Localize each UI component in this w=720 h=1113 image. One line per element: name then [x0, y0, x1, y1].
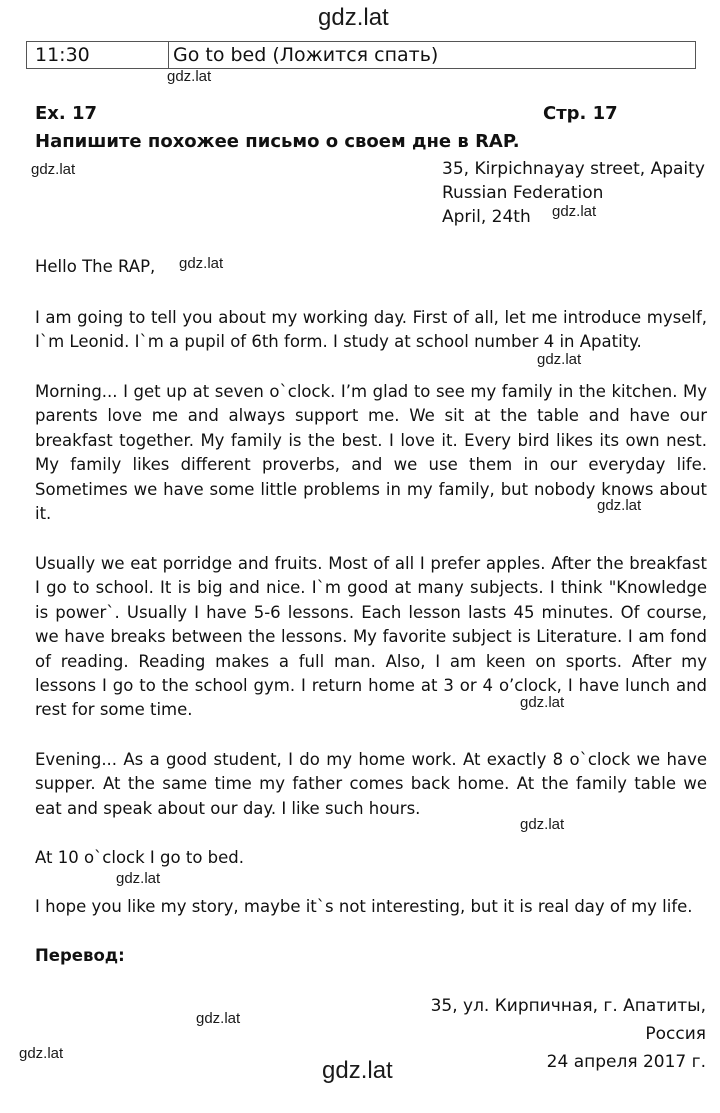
watermark: gdz.lat [167, 68, 212, 85]
page-number: Стр. 17 [543, 103, 618, 124]
watermark: gdz.lat [31, 161, 76, 178]
watermark: gdz.lat [537, 351, 582, 368]
watermark: gdz.lat [597, 497, 642, 514]
bedtime-line: At 10 o`clock I go to bed. [35, 848, 244, 867]
watermark: gdz.lat [196, 1010, 241, 1027]
task-text: Напишите похожее письмо о своем дне в RAP. [35, 131, 520, 152]
greeting: Hello The RAP, [35, 257, 156, 276]
translation-heading: Перевод: [35, 946, 125, 965]
watermark: gdz.lat [520, 694, 565, 711]
closing-line: I hope you like my story, maybe it`s not interesting, but it is real day of my life. [35, 897, 693, 916]
ru-address-line: 35, ул. Кирпичная, г. Апатиты, [430, 996, 706, 1016]
paragraph-intro: I am going to tell you about my working day. First of all, let me introduce myself, I`m Leonid. I`m a pupil of 6th form. I study at school number 4 in Apatity. [35, 308, 707, 352]
watermark: gdz.lat [116, 870, 161, 887]
address-line: 35, Kirpichnayay street, Apaity [442, 159, 705, 179]
paragraph-morning: Morning... I get up at seven o`clock. I’m glad to see my family in the kitchen. My parents love me and always support me. We sit at the table and have our breakfast together. My family is the best. I love it. Every bird likes its own nest. My family likes different proverbs, and we use them in our everyday life. Sometimes we have some little problems in my family, but nobody knows about it. [35, 382, 707, 524]
watermark: gdz.lat [552, 203, 597, 220]
address-line: April, 24th [442, 207, 531, 227]
schedule-time: 11:30 [27, 42, 169, 68]
watermark-top: gdz.lat [318, 4, 389, 31]
paragraph-school: Usually we eat porridge and fruits. Most of all I prefer apples. After the breakfast I go to school. It is big and nice. I`m good at many subjects. I think "Knowledge is power`. Usually I have 5-6 lessons. Each lesson lasts 45 minutes. Of course, we have breaks between the lessons. My favorite subject is Literature. I am fond of reading. Reading makes a full man. Also, I am keen on sports. After my lessons I go to the school gym. I return home at 3 or 4 o’clock, I have lunch and rest for some time. [35, 554, 707, 720]
watermark: gdz.lat [520, 816, 565, 833]
schedule-row [26, 41, 696, 69]
paragraph-evening: Evening... As a good student, I do my home work. At exactly 8 o`clock we have supper. At the same time my father comes back home. At the family table we eat and speak about our day. I like such hours. [35, 750, 707, 818]
watermark-bottom: gdz.lat [322, 1057, 393, 1084]
address-line: Russian Federation [442, 183, 604, 203]
ru-address-line: 24 апреля 2017 г. [546, 1052, 706, 1072]
ru-address-line: Россия [645, 1024, 706, 1044]
watermark: gdz.lat [179, 255, 224, 272]
exercise-label: Ex. 17 [35, 103, 98, 124]
watermark: gdz.lat [19, 1045, 64, 1062]
schedule-activity: Go to bed (Ложится спать) [173, 44, 439, 66]
